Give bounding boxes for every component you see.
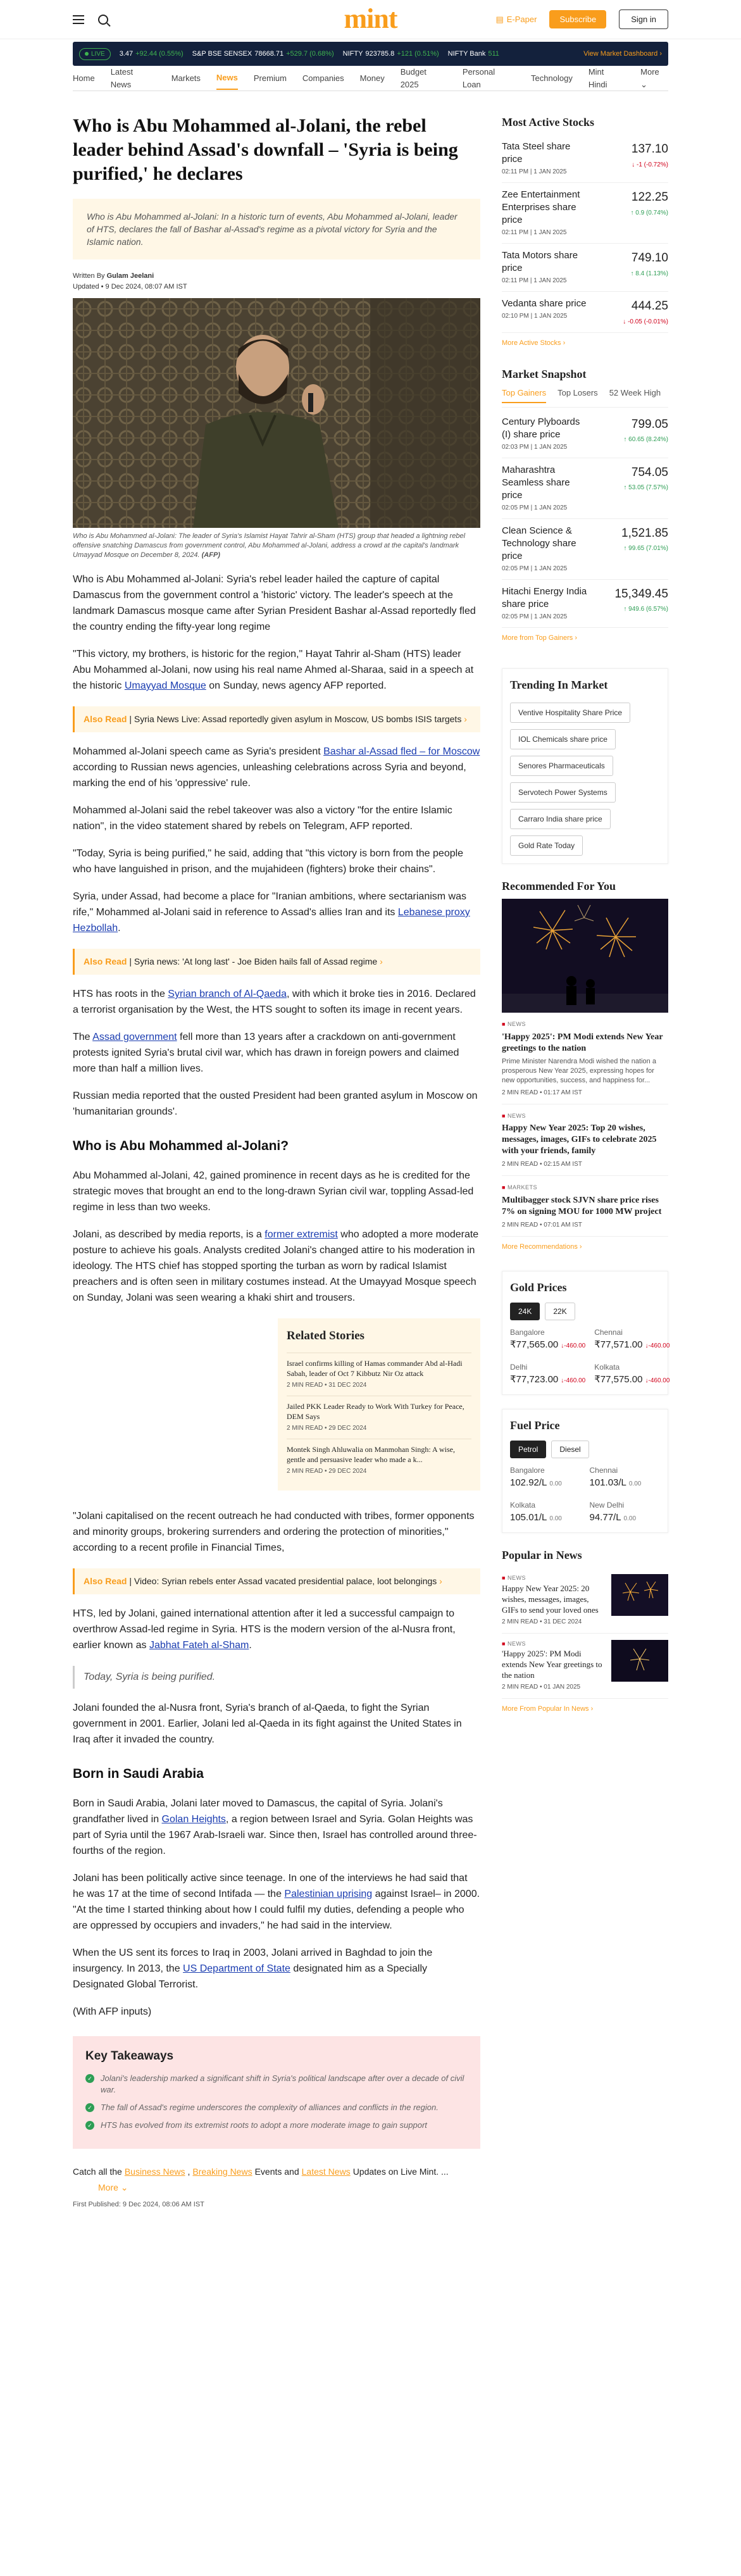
more-popular-link[interactable]: More From Popular In News › xyxy=(502,1705,594,1713)
ticker-item[interactable]: NIFTY 923785.8 +121 (0.51%) xyxy=(342,49,439,58)
fuel-city: Bangalore 102.92/L 0.00 xyxy=(510,1466,562,1488)
paragraph: "This victory, my brothers, is historic for the region," Hayat Tahrir al-Sham (HTS) leader Abu Mohammed al-Jolani, now using his real name Ahmed al-Sharaa, said in a speech at the historic Umayyad Mosque on Sunday, news agency AFP reported. xyxy=(73,649,474,691)
paragraph: Born in Saudi Arabia, Jolani later moved to Damascus, the capital of Syria. Jolani's grandfather lived in Golan Heights, a region between Israel and Syria. Golan Heights was part of Syria until the 1967 Arab-Israeli war. Since then, Israel has controlled around three-fourths of the region. xyxy=(73,1798,477,1856)
fuel-price-title: Fuel Price xyxy=(510,1419,560,1432)
tab-top-losers[interactable]: Top Losers xyxy=(557,388,598,397)
chevron-right-icon: › xyxy=(464,714,467,724)
popular-in-news xyxy=(502,1547,668,1715)
former-extremist-link[interactable]: former extremist xyxy=(265,1229,338,1240)
article-summary: Who is Abu Mohammed al-Jolani: In a historic turn of events, Abu Mohammed al-Jolani, leader of HTS, declares the fall of Bashar al-Assad's regime as a pivotal victory for Syria and the Islamic nation. xyxy=(73,199,480,259)
market-snapshot-title: Market Snapshot xyxy=(502,368,587,380)
takeaway-item: ✓ HTS has evolved from its extremist roots to adopt a more moderate image to gain support xyxy=(85,2120,468,2131)
hero-image xyxy=(73,298,480,528)
fireworks-image[interactable] xyxy=(502,899,668,1013)
most-active-title: Most Active Stocks xyxy=(502,116,594,128)
jabhat-fateh-link[interactable]: Jabhat Fateh al-Sham xyxy=(149,1640,249,1651)
paragraph: "Today, Syria is being purified," he said, adding that "this victory is born from the people who have languished in prison, and the mujahideen (fighters) broke their chains". xyxy=(73,848,464,875)
nav-money[interactable]: Money xyxy=(359,73,385,83)
first-published: First Published: 9 Dec 2024, 08:06 AM IST xyxy=(73,2201,204,2208)
stock-row[interactable]: Maharashtra Seamless share price 02:05 PM | 1 JAN 2025 754.05 ↑ 53.05 (7.57%) xyxy=(502,458,668,519)
search-icon[interactable] xyxy=(98,15,108,25)
stock-row[interactable]: Century Plyboards (I) share price 02:03 PM | 1 JAN 2025 799.05 ↑ 60.65 (8.24%) xyxy=(502,410,668,458)
gold-city: Delhi ₹77,723.00 ↓-460.00 xyxy=(510,1362,586,1385)
stock-row[interactable]: Tata Steel share price 02:11 PM | 1 JAN 2025 137.10 ↓ -1 (-0.72%) xyxy=(502,135,668,183)
latest-news-link[interactable]: Latest News xyxy=(301,2166,351,2177)
author-link[interactable]: Gulam Jeelani xyxy=(106,272,154,280)
paragraph: Who is Abu Mohammed al-Jolani: Syria's rebel leader hailed the capture of capital Damascus from the government control a 'historic' victory. The leader's speech at the landmark Damascus mosque came after Syrian President Bashar al-Assad reportedly fled the country ending the fifty-year long regime xyxy=(73,574,476,632)
more-top-gainers-link[interactable]: More from Top Gainers › xyxy=(502,634,578,642)
key-takeaways xyxy=(73,2036,480,2149)
umayyad-mosque-link[interactable]: Umayyad Mosque xyxy=(124,680,206,691)
related-story[interactable]: Jailed PKK Leader Ready to Work With Turkey for Peace, DEM Says 2 MIN READ • 29 DEC 2024 xyxy=(287,1396,471,1439)
paragraph: Abu Mohammed al-Jolani, 42, gained prominence in recent days as he is credited for the strategic moves that brought an end to the long-drawn Syrian civil war, toppling Assad-led regime in less than two weeks. xyxy=(73,1170,474,1213)
gold-city: Chennai ₹77,571.00 ↓-460.00 xyxy=(594,1328,670,1350)
mint-logo[interactable]: mint xyxy=(344,3,397,34)
popular-title: Popular in News xyxy=(502,1549,582,1561)
epaper-label: E-Paper xyxy=(506,14,537,24)
tab-top-gainers[interactable]: Top Gainers xyxy=(502,387,546,403)
tab-petrol[interactable]: Petrol xyxy=(510,1441,546,1458)
hero-photo xyxy=(73,298,480,528)
paragraph: The Assad government fell more than 13 years after a crackdown on anti-government protests ignited Syria's brutal civil war, which has drawn in foreign powers and claimed more than half a million lives. xyxy=(73,1032,459,1074)
pull-quote: Today, Syria is being purified. xyxy=(73,1666,480,1689)
gold-city: Bangalore ₹77,565.00 ↓-460.00 xyxy=(510,1328,586,1350)
nav-companies[interactable]: Companies xyxy=(302,73,344,83)
popular-story[interactable]: ■ NEWS 'Happy 2025': PM Modi extends New Year greetings to the nation 2 MIN READ • 01 JAN 2025 xyxy=(502,1634,668,1699)
check-icon: ✓ xyxy=(85,2074,94,2083)
byline: Written By Gulam Jeelani Updated • 9 Dec 2024, 08:07 AM IST xyxy=(73,272,187,291)
related-story[interactable]: Montek Singh Ahluwalia on Manmohan Singh: A wise, gentle and persuasive leader who made a k... 2 MIN READ • 29 DEC 2024 xyxy=(287,1439,471,1482)
trending-title: Trending In Market xyxy=(510,678,608,691)
article xyxy=(73,114,480,2210)
nav-technology[interactable]: Technology xyxy=(531,73,573,83)
paragraph: Mohammed al-Jolani said the rebel takeover was also a victory "for the entire Islamic nation", in the video statement shared by rebels on Telegram, AFP reported. xyxy=(73,805,452,832)
recommended-story-title[interactable]: 'Happy 2025': PM Modi extends New Year greetings to the nation xyxy=(502,1032,663,1053)
stock-row[interactable]: Zee Entertainment Enterprises share price 02:11 PM | 1 JAN 2025 122.25 ↑ 0.9 (0.74%) xyxy=(502,183,668,244)
chevron-down-icon: ⌄ xyxy=(640,79,648,89)
paragraph: "Jolani capitalised on the recent outreach he had conducted with tribes, former opponents and minority groups, brokering surrenders and ordering the protection of minorities," according to a recent profile in Financial Times, xyxy=(73,1511,475,1553)
sign-in-button[interactable]: Sign in xyxy=(619,9,668,30)
recommended-for-you xyxy=(502,878,668,1252)
sidebar xyxy=(502,114,668,2210)
hamburger-menu-icon[interactable] xyxy=(73,15,84,24)
nav-news[interactable]: News xyxy=(216,66,238,91)
us-state-department-link[interactable]: US Department of State xyxy=(183,1963,290,1974)
also-read-box[interactable]: Also Read | Syria News Live: Assad reportedly given asylum in Moscow, US bombs ISIS targets › xyxy=(73,706,480,732)
paragraph: HTS, led by Jolani, gained international attention after it led a successful campaign to overthrow Assad-led regime in Syria. HTS is the modern version of the al-Nusra front, earlier known as Jabhat Fateh al-Sham. xyxy=(73,1608,456,1651)
fuel-city: New Delhi 94.77/L 0.00 xyxy=(589,1500,637,1523)
also-read-box[interactable]: Also Read | Syria news: 'At long last' - Joe Biden hails fall of Assad regime › xyxy=(73,949,480,975)
recommended-story-title[interactable]: Happy New Year 2025: Top 20 wishes, messages, images, GIFs to celebrate 2025 with your friends, family xyxy=(502,1123,657,1156)
tab-22k[interactable]: 22K xyxy=(545,1303,575,1320)
nav-personal-loan[interactable]: Personal Loan xyxy=(462,67,495,89)
trending-chip[interactable]: Senores Pharmaceuticals xyxy=(510,756,613,776)
al-qaeda-link[interactable]: Syrian branch of Al-Qaeda xyxy=(168,989,287,999)
subscribe-button[interactable]: Subscribe xyxy=(549,10,606,29)
popular-story[interactable]: ■ NEWS Happy New Year 2025: 20 wishes, messages, images, GIFs to send your loved ones 2 MIN READ • 31 DEC 2024 xyxy=(502,1568,668,1634)
check-icon: ✓ xyxy=(85,2103,94,2112)
stock-row[interactable]: Vedanta share price 02:10 PM | 1 JAN 2025 444.25 ↓ -0.05 (-0.01%) xyxy=(502,292,668,333)
recommended-story-meta: 2 MIN READ • 07:01 AM IST xyxy=(502,1220,668,1237)
more-button[interactable]: More ⌄ xyxy=(98,2182,128,2192)
more-active-stocks-link[interactable]: More Active Stocks › xyxy=(502,339,566,347)
view-market-dashboard-link[interactable]: View Market Dashboard › xyxy=(583,49,662,58)
category-label: ■ NEWS xyxy=(502,1021,526,1027)
tab-diesel[interactable]: Diesel xyxy=(551,1441,588,1458)
live-badge: LIVE xyxy=(79,48,111,60)
nav-mint-hindi[interactable]: Mint Hindi xyxy=(588,67,607,89)
chevron-down-icon: ⌄ xyxy=(120,2182,128,2192)
nav-budget[interactable]: Budget 2025 xyxy=(400,67,427,89)
nav-markets[interactable]: Markets xyxy=(171,73,201,83)
paragraph: Syria, under Assad, had become a place for "Iranian ambitions, where sectarianism was rife," Mohammed al-Jolani said in reference to Assad's allies Iran and its Lebanese proxy Hezbollah. xyxy=(73,891,470,934)
main-nav xyxy=(73,66,668,91)
takeaway-item: ✓ The fall of Assad's regime underscores the complexity of alliances and conflicts in the region. xyxy=(85,2102,468,2113)
paragraph: Russian media reported that the ousted President had been granted asylum in Moscow on 'humanitarian grounds'. xyxy=(73,1091,478,1117)
market-ticker xyxy=(73,42,668,66)
also-read-box[interactable]: Also Read | Video: Syrian rebels enter Assad vacated presidential palace, loot belongings › xyxy=(73,1568,480,1594)
category-label: ■ MARKETS xyxy=(502,1184,537,1191)
takeaway-item: ✓ Jolani's leadership marked a significant shift in Syria's political landscape after over a decade of civil war. xyxy=(85,2073,468,2096)
check-icon: ✓ xyxy=(85,2121,94,2130)
stock-row[interactable]: Tata Motors share price 02:11 PM | 1 JAN 2025 749.10 ↑ 8.4 (1.13%) xyxy=(502,244,668,292)
popular-story-image xyxy=(611,1640,668,1682)
chevron-right-icon: › xyxy=(380,956,383,966)
trending-chip[interactable]: Ventive Hospitality Share Price xyxy=(510,703,630,723)
paragraph: Jolani founded the al-Nusra front, Syria's branch of al-Qaeda, to fight the Syrian government in 2001. Earlier, Jolani led al-Qaeda in its fight against the United States in Iraq after it invaded the country. xyxy=(73,1703,462,1745)
recommended-story-meta: 2 MIN READ • 02:15 AM IST xyxy=(502,1160,668,1176)
paragraph: Jolani has been politically active since teenage. In one of the interviews he had said that he was 17 at the time of second Intifada — the Palestinian uprising against Israel– in 2000. "At the time I started thinking about how I could fulfil my duties, defending a people who are oppressed by occupiers and invaders," he had said in the interview. xyxy=(73,1872,480,1931)
image-caption: Who is Abu Mohammed al-Jolani: The leader of Syria's Islamist Hayat Tahrir al-Sham (HTS) group that headed a lightning rebel offensive snatching Damascus from government control, Abu Mohammed al-Jolani, address a crowd at the capital's landmark Umayyad Mosque on December 8, 2024. (AFP) xyxy=(73,532,466,559)
palestinian-uprising-link[interactable]: Palestinian uprising xyxy=(284,1888,373,1899)
assad-fled-link[interactable]: Bashar al-Assad fled – for Moscow xyxy=(323,746,480,757)
nav-premium[interactable]: Premium xyxy=(253,73,287,83)
article-title: Who is Abu Mohammed al-Jolani, the rebel leader behind Assad's downfall – 'Syria is being purified,' he declares xyxy=(73,115,458,184)
tab-52-week-high[interactable]: 52 Week High xyxy=(609,388,661,397)
category-label: ■ NEWS xyxy=(502,1112,526,1119)
updated-time: Updated • 9 Dec 2024, 08:07 AM IST xyxy=(73,282,187,291)
recommended-story-title[interactable]: Multibagger stock SJVN share price rises 7% on signing MOU for 1000 MW project xyxy=(502,1195,662,1216)
section-heading: Who is Abu Mohammed al-Jolani? xyxy=(73,1139,289,1153)
red-square-icon: ■ xyxy=(502,1112,506,1119)
trending-chip[interactable]: Gold Rate Today xyxy=(510,835,583,856)
most-active-stocks xyxy=(502,114,668,348)
key-takeaways-title: Key Takeaways xyxy=(85,2049,174,2063)
red-square-icon: ■ xyxy=(502,1184,506,1191)
fuel-city: Chennai 101.03/L 0.00 xyxy=(589,1466,642,1488)
market-snapshot xyxy=(502,366,668,643)
hezbollah-link[interactable]: Lebanese proxy Hezbollah xyxy=(73,907,470,934)
site-header xyxy=(0,0,741,39)
epaper-link[interactable] xyxy=(495,13,537,26)
chevron-right-icon: › xyxy=(439,1576,442,1586)
popular-story-image xyxy=(611,1574,668,1616)
breaking-news-link[interactable]: Breaking News xyxy=(192,2166,252,2177)
paragraph: (With AFP inputs) xyxy=(73,2006,152,2017)
paragraph: Mohammed al-Jolani speech came as Syria's president Bashar al-Assad fled – for Moscow according to Russian news agencies, unleashing celebrations across Syria and beyond, marking the end of his 'oppressive' rule. xyxy=(73,746,480,789)
assad-government-link[interactable]: Assad government xyxy=(92,1032,177,1042)
nav-more[interactable]: More ⌄ xyxy=(640,67,659,89)
recommended-story-desc: Prime Minister Narendra Modi wished the nation a prosperous New Year 2025, expressing hopes for new opportunities, success, and happiness for... xyxy=(502,1057,656,1084)
epaper-icon: ▤ xyxy=(495,14,504,24)
fuel-price xyxy=(502,1409,668,1533)
paragraph: Jolani, as described by media reports, is a former extremist who adopted a more moderate posture to achieve his goals. Analysts credited Jolani's changed attire to his moderation in ideology. The HTS chief has stopped sporting the turban as worn by radical Islamist preachers and is often seen in military costumes instead. At the Umayyad Mosque speech on Sunday, Jolani was seen wearing a khaki shirt and trousers. xyxy=(73,1229,479,1303)
ticker-item[interactable]: S&P BSE SENSEX 78668.71 +529.7 (0.68%) xyxy=(192,49,334,58)
more-recommendations-link[interactable]: More Recommendations › xyxy=(502,1242,582,1251)
fuel-city: Kolkata 105.01/L 0.00 xyxy=(510,1500,562,1523)
trending-chip[interactable]: Servotech Power Systems xyxy=(510,782,616,803)
gold-prices-title: Gold Prices xyxy=(510,1281,567,1294)
nav-latest-news[interactable]: Latest News xyxy=(110,67,134,89)
paragraph: HTS has roots in the Syrian branch of Al-Qaeda, with which it broke ties in 2016. Declared a terrorist organisation by the West, the HTS sought to soften its image in recent years. xyxy=(73,989,476,1015)
ticker-item[interactable]: NIFTY Bank 511 xyxy=(447,49,499,58)
trending-chip[interactable]: IOL Chemicals share price xyxy=(510,729,616,749)
golan-heights-link[interactable]: Golan Heights xyxy=(161,1813,226,1825)
red-square-icon: ■ xyxy=(502,1021,506,1027)
trending-chip[interactable]: Carraro India share price xyxy=(510,809,611,829)
related-stories xyxy=(278,1318,480,1491)
related-story[interactable]: Israel confirms killing of Hamas commander Abd al-Hadi Sabah, leader of Oct 7 Kibbutz Nir Oz attack 2 MIN READ • 31 DEC 2024 xyxy=(287,1353,471,1396)
business-news-link[interactable]: Business News xyxy=(124,2166,185,2177)
related-stories-title: Related Stories xyxy=(287,1329,364,1342)
stock-row[interactable]: Clean Science & Technology share price 02:05 PM | 1 JAN 2025 1,521.85 ↑ 99.65 (7.01%) xyxy=(502,519,668,580)
gold-prices xyxy=(502,1271,668,1395)
paragraph: When the US sent its forces to Iraq in 2003, Jolani arrived in Baghdad to join the insurgency. In 2013, the US Department of State designated him as a Specially Designated Global Terrorist. xyxy=(73,1947,433,1990)
recommended-story-meta: 2 MIN READ • 01:17 AM IST xyxy=(502,1088,668,1104)
ticker-item[interactable]: 3.47 +92.44 (0.55%) xyxy=(119,49,184,58)
recommended-title: Recommended For You xyxy=(502,880,616,892)
catch-all-line: Catch all the Business News , Breaking News Events and Latest News Updates on Live Mint. ... More ⌄ xyxy=(73,2165,480,2194)
tab-24k[interactable]: 24K xyxy=(510,1303,540,1320)
gold-city: Kolkata ₹77,575.00 ↓-460.00 xyxy=(594,1362,670,1385)
nav-home[interactable]: Home xyxy=(73,73,95,83)
section-heading: Born in Saudi Arabia xyxy=(73,1766,204,1781)
stock-row[interactable]: Hitachi Energy India share price 02:05 PM | 1 JAN 2025 15,349.45 ↑ 949.6 (6.57%) xyxy=(502,580,668,628)
trending-in-market xyxy=(502,668,668,864)
